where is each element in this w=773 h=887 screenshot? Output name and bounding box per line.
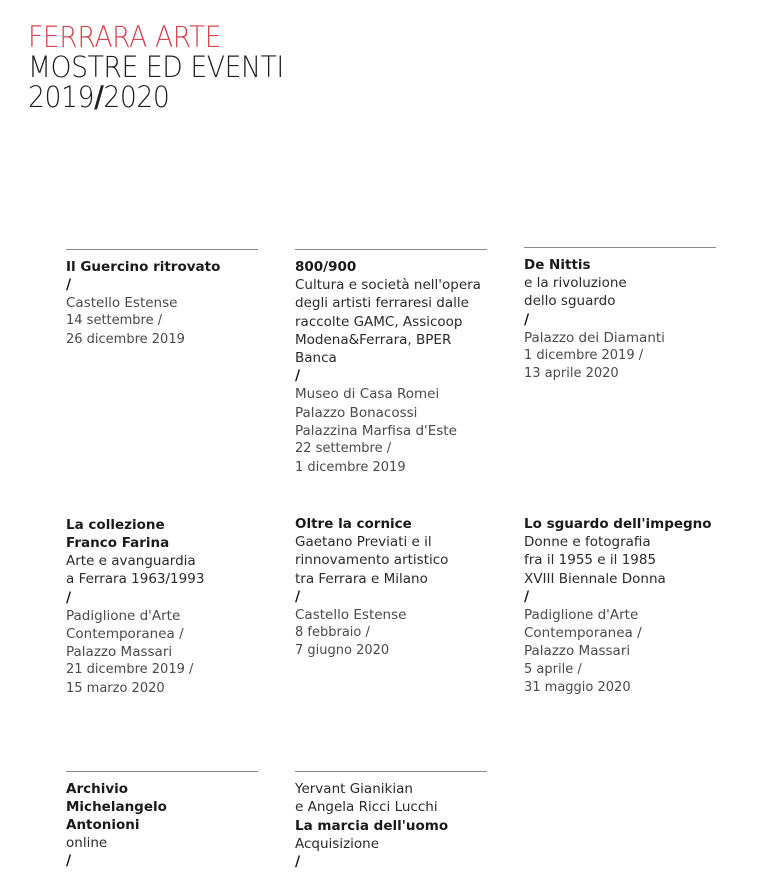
divider	[66, 249, 258, 250]
slash-separator: /	[66, 589, 72, 606]
event-date-end: 31 maggio 2020	[524, 680, 631, 696]
event-venue: Castello Estense	[66, 295, 178, 311]
event-date-end: 7 giugno 2020	[295, 643, 390, 659]
slash-separator: /	[66, 853, 72, 870]
event-title: Lo sguardo dell'impegno	[524, 516, 712, 532]
event-desc-line: rinnovamento artistico	[295, 552, 449, 569]
event-desc-line: e la rivoluzione	[524, 275, 627, 291]
event-venue: Castello Estense	[295, 606, 407, 623]
event-desc-line: Donne e fotografia	[524, 534, 651, 550]
event-venue: Palazzo Massari	[66, 644, 173, 661]
event-card-antonioni	[66, 771, 258, 870]
divider	[524, 247, 716, 248]
event-venue: Museo di Casa Romei	[295, 386, 440, 403]
event-venue: Palazzo Bonacossi	[295, 404, 418, 421]
event-date-start: 14 settembre /	[66, 313, 163, 329]
event-date-start: 21 dicembre 2019 /	[66, 662, 194, 678]
slash-separator: /	[524, 311, 530, 328]
event-date-end: 1 dicembre 2019	[295, 459, 406, 475]
event-date-end: 15 marzo 2020	[66, 680, 165, 696]
event-venue: Contemporanea /	[524, 625, 642, 642]
event-date-start: 22 settembre /	[295, 441, 392, 457]
event-card-guercino	[66, 249, 258, 349]
divider	[66, 771, 258, 772]
event-venue: Palazzo dei Diamanti	[524, 329, 665, 346]
event-title: Franco Farina	[66, 535, 170, 551]
slash-separator: /	[524, 588, 530, 605]
event-title: Antonioni	[66, 817, 140, 833]
header-year-line	[28, 82, 284, 112]
event-desc-line: Gaetano Previati e il	[295, 534, 432, 550]
event-desc-line: a Ferrara 1963/1993	[66, 571, 205, 588]
event-authors-line: Yervant Gianikian	[295, 781, 413, 797]
event-card-oltre-la-cornice	[295, 515, 487, 661]
year-end: 2020	[103, 80, 170, 114]
event-desc-line: online	[66, 835, 108, 851]
event-desc-line: XVIII Biennale Donna	[524, 570, 666, 587]
event-title: Archivio	[66, 781, 129, 797]
event-desc-line: Banca	[295, 350, 337, 367]
slash-separator: /	[295, 853, 301, 870]
event-venue: Palazzo Massari	[524, 643, 631, 660]
event-title: 800/900	[295, 259, 357, 275]
event-title: Il Guercino ritrovato	[66, 259, 221, 275]
event-authors-line: e Angela Ricci Lucchi	[295, 799, 438, 816]
event-venue: Palazzina Marfisa d'Este	[295, 423, 457, 440]
event-title: Oltre la cornice	[295, 516, 412, 532]
slash-separator: /	[66, 277, 72, 293]
event-desc-line: Modena&Ferrara, BPER	[295, 331, 452, 348]
event-card-farina	[66, 516, 258, 698]
event-date-start: 1 dicembre 2019 /	[524, 347, 644, 363]
event-title: De Nittis	[524, 257, 591, 273]
event-desc-line: raccolte GAMC, Assicoop	[295, 313, 463, 330]
event-card-lo-sguardo	[524, 515, 764, 697]
event-desc-line: tra Ferrara e Milano	[295, 570, 428, 587]
slash-separator: /	[295, 588, 301, 605]
page-header	[28, 22, 306, 112]
event-title: Michelangelo	[66, 799, 167, 815]
event-date-start: 5 aprile /	[524, 661, 582, 677]
event-desc-line: Arte e avanguardia	[66, 553, 196, 569]
event-card-gianikian	[295, 771, 487, 871]
event-card-800-900	[295, 249, 487, 477]
event-desc-line: degli artisti ferraresi dalle	[295, 295, 469, 312]
year-slash: /	[94, 80, 104, 114]
event-title: La marcia dell'uomo	[295, 817, 449, 834]
divider	[295, 771, 487, 772]
event-desc-line: Acquisizione	[295, 835, 380, 852]
header-title-line2: MOSTRE ED EVENTI	[28, 50, 284, 84]
event-desc-line: dello sguardo	[524, 293, 616, 310]
header-title-line1: FERRARA ARTE	[28, 20, 222, 54]
event-venue: Padiglione d'Arte	[524, 606, 639, 623]
event-venue: Contemporanea /	[66, 625, 184, 642]
event-card-de-nittis	[524, 247, 716, 383]
event-date-start: 8 febbraio /	[295, 625, 370, 641]
event-desc-line: Cultura e società nell'opera	[295, 277, 481, 293]
event-date-end: 13 aprile 2020	[524, 366, 619, 382]
year-start: 2019	[28, 80, 95, 114]
event-date-end: 26 dicembre 2019	[66, 331, 185, 347]
divider	[295, 249, 487, 250]
event-title: La collezione	[66, 517, 165, 533]
event-venue: Padiglione d'Arte	[66, 607, 181, 624]
slash-separator: /	[295, 368, 301, 385]
event-desc-line: fra il 1955 e il 1985	[524, 552, 657, 569]
